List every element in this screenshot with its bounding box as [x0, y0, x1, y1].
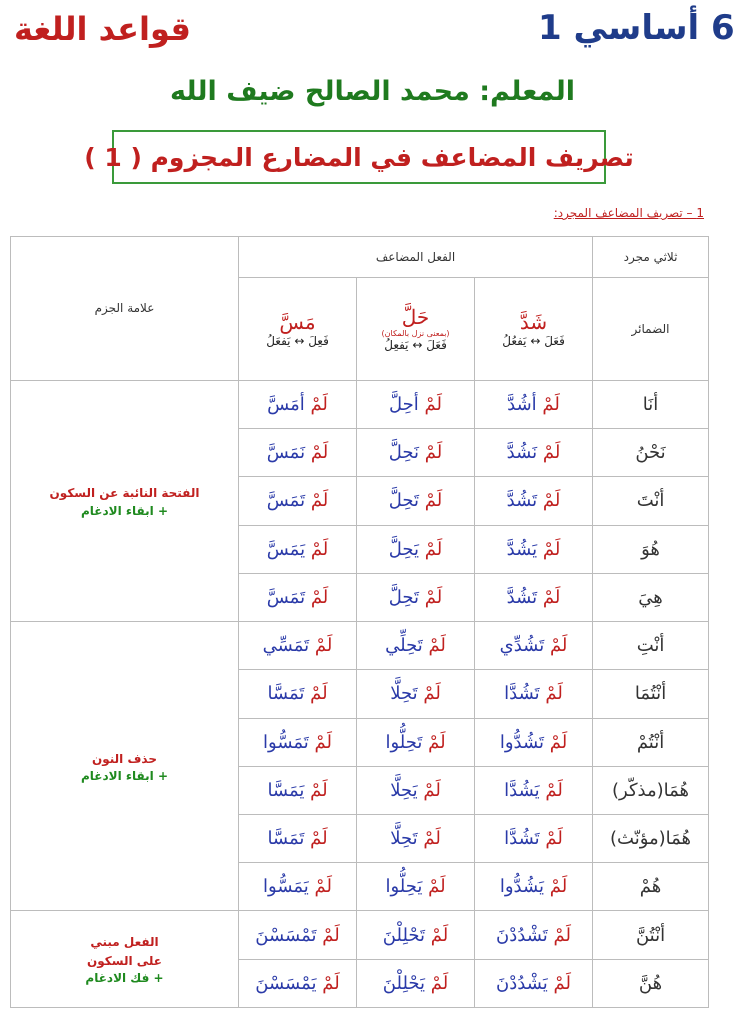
- verb-text: تَحِلُّوا: [385, 731, 429, 753]
- jazm-mark: الفعل مبني: [90, 935, 159, 950]
- lam-particle: لَمْ: [545, 779, 563, 801]
- verb-pattern: فَعَلَ ↔ يَفعِلُ: [384, 338, 447, 353]
- col-verb-header: الفعل المضاعف: [239, 237, 593, 278]
- verb-text: تَمَسِّي: [262, 635, 315, 657]
- lam-particle: لَمْ: [549, 731, 568, 753]
- conjugated-form: [357, 815, 475, 863]
- pronoun-cell: هِيَ: [593, 573, 709, 621]
- col-thulathi-header: ثلاثي مجرد: [593, 237, 709, 278]
- pronoun-cell: هُمَا(مذكّر): [593, 766, 709, 814]
- lam-particle: لَمْ: [314, 731, 332, 753]
- col-mark-header: علامة الجزم: [11, 237, 239, 381]
- verb-text: تَشُدَّ: [506, 586, 543, 608]
- table-row: [11, 911, 709, 959]
- conjugated-form: [239, 959, 357, 1007]
- teacher-name: المعلم: محمد الصالح ضيف الله: [170, 76, 575, 107]
- lam-particle: لَمْ: [310, 538, 329, 560]
- jazm-mark: حذف النون: [92, 751, 157, 766]
- lam-particle: لَمْ: [545, 828, 563, 850]
- pronoun-cell: أنْتَ: [593, 477, 709, 525]
- lam-particle: لَمْ: [423, 828, 441, 850]
- conjugated-form: [475, 718, 593, 766]
- lam-particle: لَمْ: [423, 683, 441, 705]
- jazm-mark-cell: [11, 380, 239, 621]
- lam-particle: لَمْ: [549, 876, 568, 898]
- verb-note: (بمعنى نزل بالمكان): [381, 329, 450, 339]
- verb-root: شَدَّ: [519, 309, 548, 334]
- conjugated-form: [475, 525, 593, 573]
- lam-particle: لَمْ: [310, 586, 329, 608]
- verb-text: تَشُدَّا: [504, 683, 546, 705]
- lam-particle: لَمْ: [423, 779, 441, 801]
- conjugated-form: [239, 622, 357, 670]
- verb-text: يَشُدَّ: [506, 538, 543, 560]
- lam-particle: لَمْ: [322, 924, 340, 946]
- section-heading: 1 – تصريف المضاعف المجرد:: [553, 206, 704, 220]
- verb-root: مَسَّ: [279, 309, 316, 334]
- verb-text: يَمَسُّوا: [263, 876, 315, 898]
- verb-text: تَمَسُّوا: [263, 731, 315, 753]
- grade-heading: 6 أساسي 1: [538, 8, 735, 48]
- verb-text: يَحْلِلْنَ: [382, 972, 431, 994]
- subject-heading: قواعد اللغة: [14, 10, 191, 48]
- verb-text: تَحِلَّا: [390, 683, 424, 705]
- verb-text: يَشُدُّوا: [499, 876, 550, 898]
- lam-particle: لَمْ: [553, 924, 571, 946]
- lam-particle: لَمْ: [314, 876, 332, 898]
- verb-text: تَمَسَّا: [267, 683, 311, 705]
- pronoun-cell: هُمَا(مؤنّث): [593, 815, 709, 863]
- verb-text: تَحْلِلْنَ: [382, 924, 431, 946]
- conjugated-form: [357, 718, 475, 766]
- conjugated-form: [475, 670, 593, 718]
- lam-particle: لَمْ: [424, 394, 442, 416]
- lam-particle: لَمْ: [424, 586, 443, 608]
- verb-text: يَمْسَسْنَ: [255, 972, 323, 994]
- verb-pattern: فَعَلَ ↔ يَفعُلُ: [502, 333, 565, 348]
- lam-particle: لَمْ: [542, 442, 561, 464]
- lam-particle: لَمْ: [424, 490, 443, 512]
- lam-particle: لَمْ: [310, 442, 329, 464]
- verb-text: تَشُدَّا: [504, 828, 546, 850]
- pronoun-cell: أنْتِ: [593, 622, 709, 670]
- verb-text: نَشُدَّ: [506, 442, 543, 464]
- conjugated-form: [475, 766, 593, 814]
- conjugated-form: [357, 911, 475, 959]
- lesson-title: تصريف المضاعف في المضارع المجزوم ( 1 ): [84, 142, 634, 172]
- lam-particle: لَمْ: [553, 972, 571, 994]
- verb-text: تَشُدُّوا: [499, 731, 550, 753]
- lam-particle: لَمْ: [428, 876, 446, 898]
- verb-text: يَمَسَّا: [267, 779, 311, 801]
- conjugated-form: [475, 380, 593, 428]
- jazm-mark: الفتحة النائبة عن السكون: [49, 486, 200, 501]
- verb-text: تَحِلَّا: [390, 828, 424, 850]
- jazm-mark-extra: على السكون: [87, 954, 162, 969]
- lam-particle: لَمْ: [542, 394, 560, 416]
- conjugated-form: [239, 573, 357, 621]
- conjugated-form: [357, 525, 475, 573]
- verb-text: أشُدَّ: [507, 394, 543, 416]
- conjugated-form: [357, 959, 475, 1007]
- verb-header-cell: [357, 277, 475, 380]
- lam-particle: لَمْ: [310, 490, 329, 512]
- lam-particle: لَمْ: [314, 635, 333, 657]
- verb-text: أحِلَّ: [389, 394, 425, 416]
- lesson-title-box: [84, 130, 634, 184]
- verb-text: تَمَسَّ: [266, 586, 311, 608]
- conjugated-form: [357, 622, 475, 670]
- verb-text: تَشُدِّي: [499, 635, 550, 657]
- verb-text: يَشُدَّا: [504, 779, 546, 801]
- conjugated-form: [357, 863, 475, 911]
- conjugated-form: [475, 863, 593, 911]
- conjugation-table: [10, 236, 709, 1008]
- conjugated-form: [357, 670, 475, 718]
- lam-particle: لَمْ: [430, 924, 449, 946]
- verb-text: تَمَسَّا: [267, 828, 311, 850]
- lam-particle: لَمْ: [549, 635, 568, 657]
- conjugated-form: [475, 622, 593, 670]
- conjugated-form: [475, 815, 593, 863]
- conjugated-form: [475, 477, 593, 525]
- idgham-note: + ابقاء الادغام: [80, 503, 168, 518]
- idgham-note: + فك الادغام: [85, 971, 164, 986]
- pronoun-cell: أنْتُمْ: [593, 718, 709, 766]
- conjugated-form: [239, 429, 357, 477]
- verb-text: تَحِلَّ: [388, 586, 425, 608]
- verb-text: تَحِلِّي: [385, 635, 429, 657]
- lam-particle: لَمْ: [428, 731, 446, 753]
- jazm-mark-cell: [11, 911, 239, 1008]
- lam-particle: لَمْ: [542, 538, 561, 560]
- pronoun-cell: هُمْ: [593, 863, 709, 911]
- table-row: [11, 622, 709, 670]
- conjugated-form: [239, 815, 357, 863]
- pronoun-cell: أنْتُنَّ: [593, 911, 709, 959]
- lam-particle: لَمْ: [310, 683, 328, 705]
- pronoun-cell: هُنَّ: [593, 959, 709, 1007]
- col-pronouns-header: الضمائر: [593, 277, 709, 380]
- verb-text: تَشْدُدْنَ: [496, 924, 554, 946]
- conjugated-form: [239, 718, 357, 766]
- lam-particle: لَمْ: [424, 442, 443, 464]
- conjugated-form: [239, 477, 357, 525]
- verb-text: يَحِلَّ: [388, 538, 425, 560]
- conjugated-form: [475, 911, 593, 959]
- lam-particle: لَمْ: [430, 972, 449, 994]
- conjugated-form: [239, 766, 357, 814]
- lam-particle: لَمْ: [424, 538, 443, 560]
- conjugated-form: [239, 863, 357, 911]
- lam-particle: لَمْ: [310, 828, 328, 850]
- pronoun-cell: هُوَ: [593, 525, 709, 573]
- conjugated-form: [475, 959, 593, 1007]
- conjugated-form: [239, 525, 357, 573]
- table-header-row: [11, 237, 709, 278]
- verb-text: تَمْسَسْنَ: [255, 924, 323, 946]
- verb-text: يَحِلُّوا: [385, 876, 429, 898]
- verb-header-cell: [475, 277, 593, 380]
- lam-particle: لَمْ: [310, 394, 328, 416]
- verb-text: يَحِلَّا: [390, 779, 424, 801]
- idgham-note: + ابقاء الادغام: [80, 768, 168, 783]
- lam-particle: لَمْ: [542, 490, 561, 512]
- verb-header-cell: [239, 277, 357, 380]
- pronoun-cell: أنَا: [593, 380, 709, 428]
- conjugated-form: [239, 670, 357, 718]
- table-row: [11, 380, 709, 428]
- conjugated-form: [357, 380, 475, 428]
- verb-text: يَشْدُدْنَ: [496, 972, 554, 994]
- conjugated-form: [357, 477, 475, 525]
- verb-root: حَلَّ: [401, 305, 430, 330]
- pronoun-cell: أنْتُمَا: [593, 670, 709, 718]
- lam-particle: لَمْ: [542, 586, 561, 608]
- verb-text: يَمَسَّ: [266, 538, 311, 560]
- pronoun-cell: نَحْنُ: [593, 429, 709, 477]
- conjugated-form: [357, 429, 475, 477]
- jazm-mark-cell: [11, 622, 239, 911]
- conjugated-form: [239, 380, 357, 428]
- verb-text: نَحِلَّ: [388, 442, 425, 464]
- conjugated-form: [475, 573, 593, 621]
- conjugated-form: [475, 429, 593, 477]
- verb-text: تَحِلَّ: [388, 490, 425, 512]
- lam-particle: لَمْ: [310, 779, 328, 801]
- verb-text: تَشُدَّ: [506, 490, 543, 512]
- conjugated-form: [357, 766, 475, 814]
- lam-particle: لَمْ: [545, 683, 563, 705]
- conjugated-form: [239, 911, 357, 959]
- lam-particle: لَمْ: [322, 972, 340, 994]
- conjugated-form: [357, 573, 475, 621]
- verb-text: تَمَسَّ: [266, 490, 311, 512]
- verb-text: أمَسَّ: [267, 394, 311, 416]
- verb-text: نَمَسَّ: [266, 442, 311, 464]
- lam-particle: لَمْ: [428, 635, 446, 657]
- verb-pattern: فَعِلَ ↔ يَفعَلُ: [266, 333, 329, 348]
